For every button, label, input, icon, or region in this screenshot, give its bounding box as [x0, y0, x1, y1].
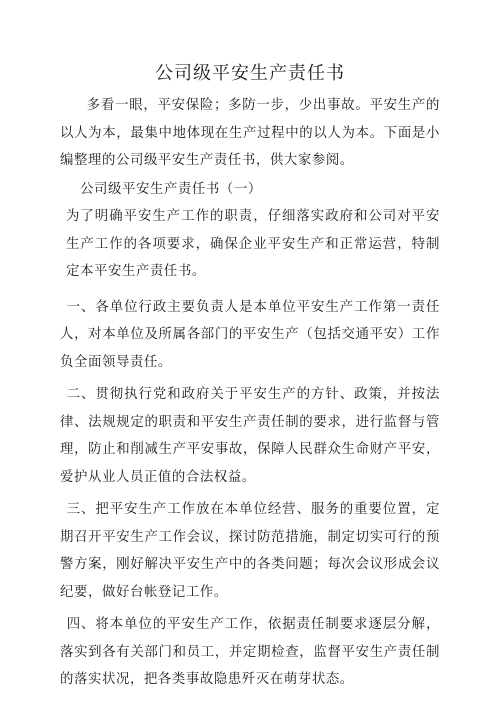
- clause-4: [60, 611, 440, 694]
- clause-text: 三、把平安生产工作放在本单位经营、服务的重要位置，定期召开平安生产工作会议，探讨防范措施，制定切实可行的预警方案，刚好解决平安生产中的各类问题；每次会议形成会议纪要，做好台帐登记工作。: [60, 502, 440, 600]
- clause-2: [60, 381, 440, 491]
- section-title: 公司级平安生产责任书（一）: [80, 181, 262, 197]
- intro-paragraph: 多看一眼，平安保险；多防一步，少出事故。平安生产的以人为本，最集中地体现在生产过程中的以人为本。下面是小编整理的公司级平安生产责任书，供大家参阅。: [60, 98, 440, 168]
- clause-text: 二、贯彻执行党和政府关于平安生产的方针、政策，并按法律、法规规定的职责和平安生产责任制的要求，进行监督与管理，防止和削减生产平安事故，保障人民群众生命财产平安，爱护从业人员正值的合法权益。: [60, 387, 440, 485]
- preamble-paragraph: 为了明确平安生产工作的职责，仔细落实政府和公司对平安生产工作的各项要求，确保企业平安生产和正常运营，特制定本平安生产责任书。: [66, 209, 440, 279]
- clause-text: 四、将本单位的平安生产工作，依据责任制要求逐层分解，落实到各有关部门和员工，并定期检查，监督平安生产责任制的落实状况，把各类事故隐患歼灭在萌芽状态。: [60, 617, 440, 687]
- clause-3: [60, 496, 440, 606]
- clause-1: [60, 294, 440, 377]
- document-title: 公司级平安生产责任书: [155, 63, 345, 84]
- clause-text: 一、各单位行政主要负责人是本单位平安生产工作第一责任人，对本单位及所属各部门的平安生产（包括交通平安）工作负全面领导责任。: [60, 299, 440, 370]
